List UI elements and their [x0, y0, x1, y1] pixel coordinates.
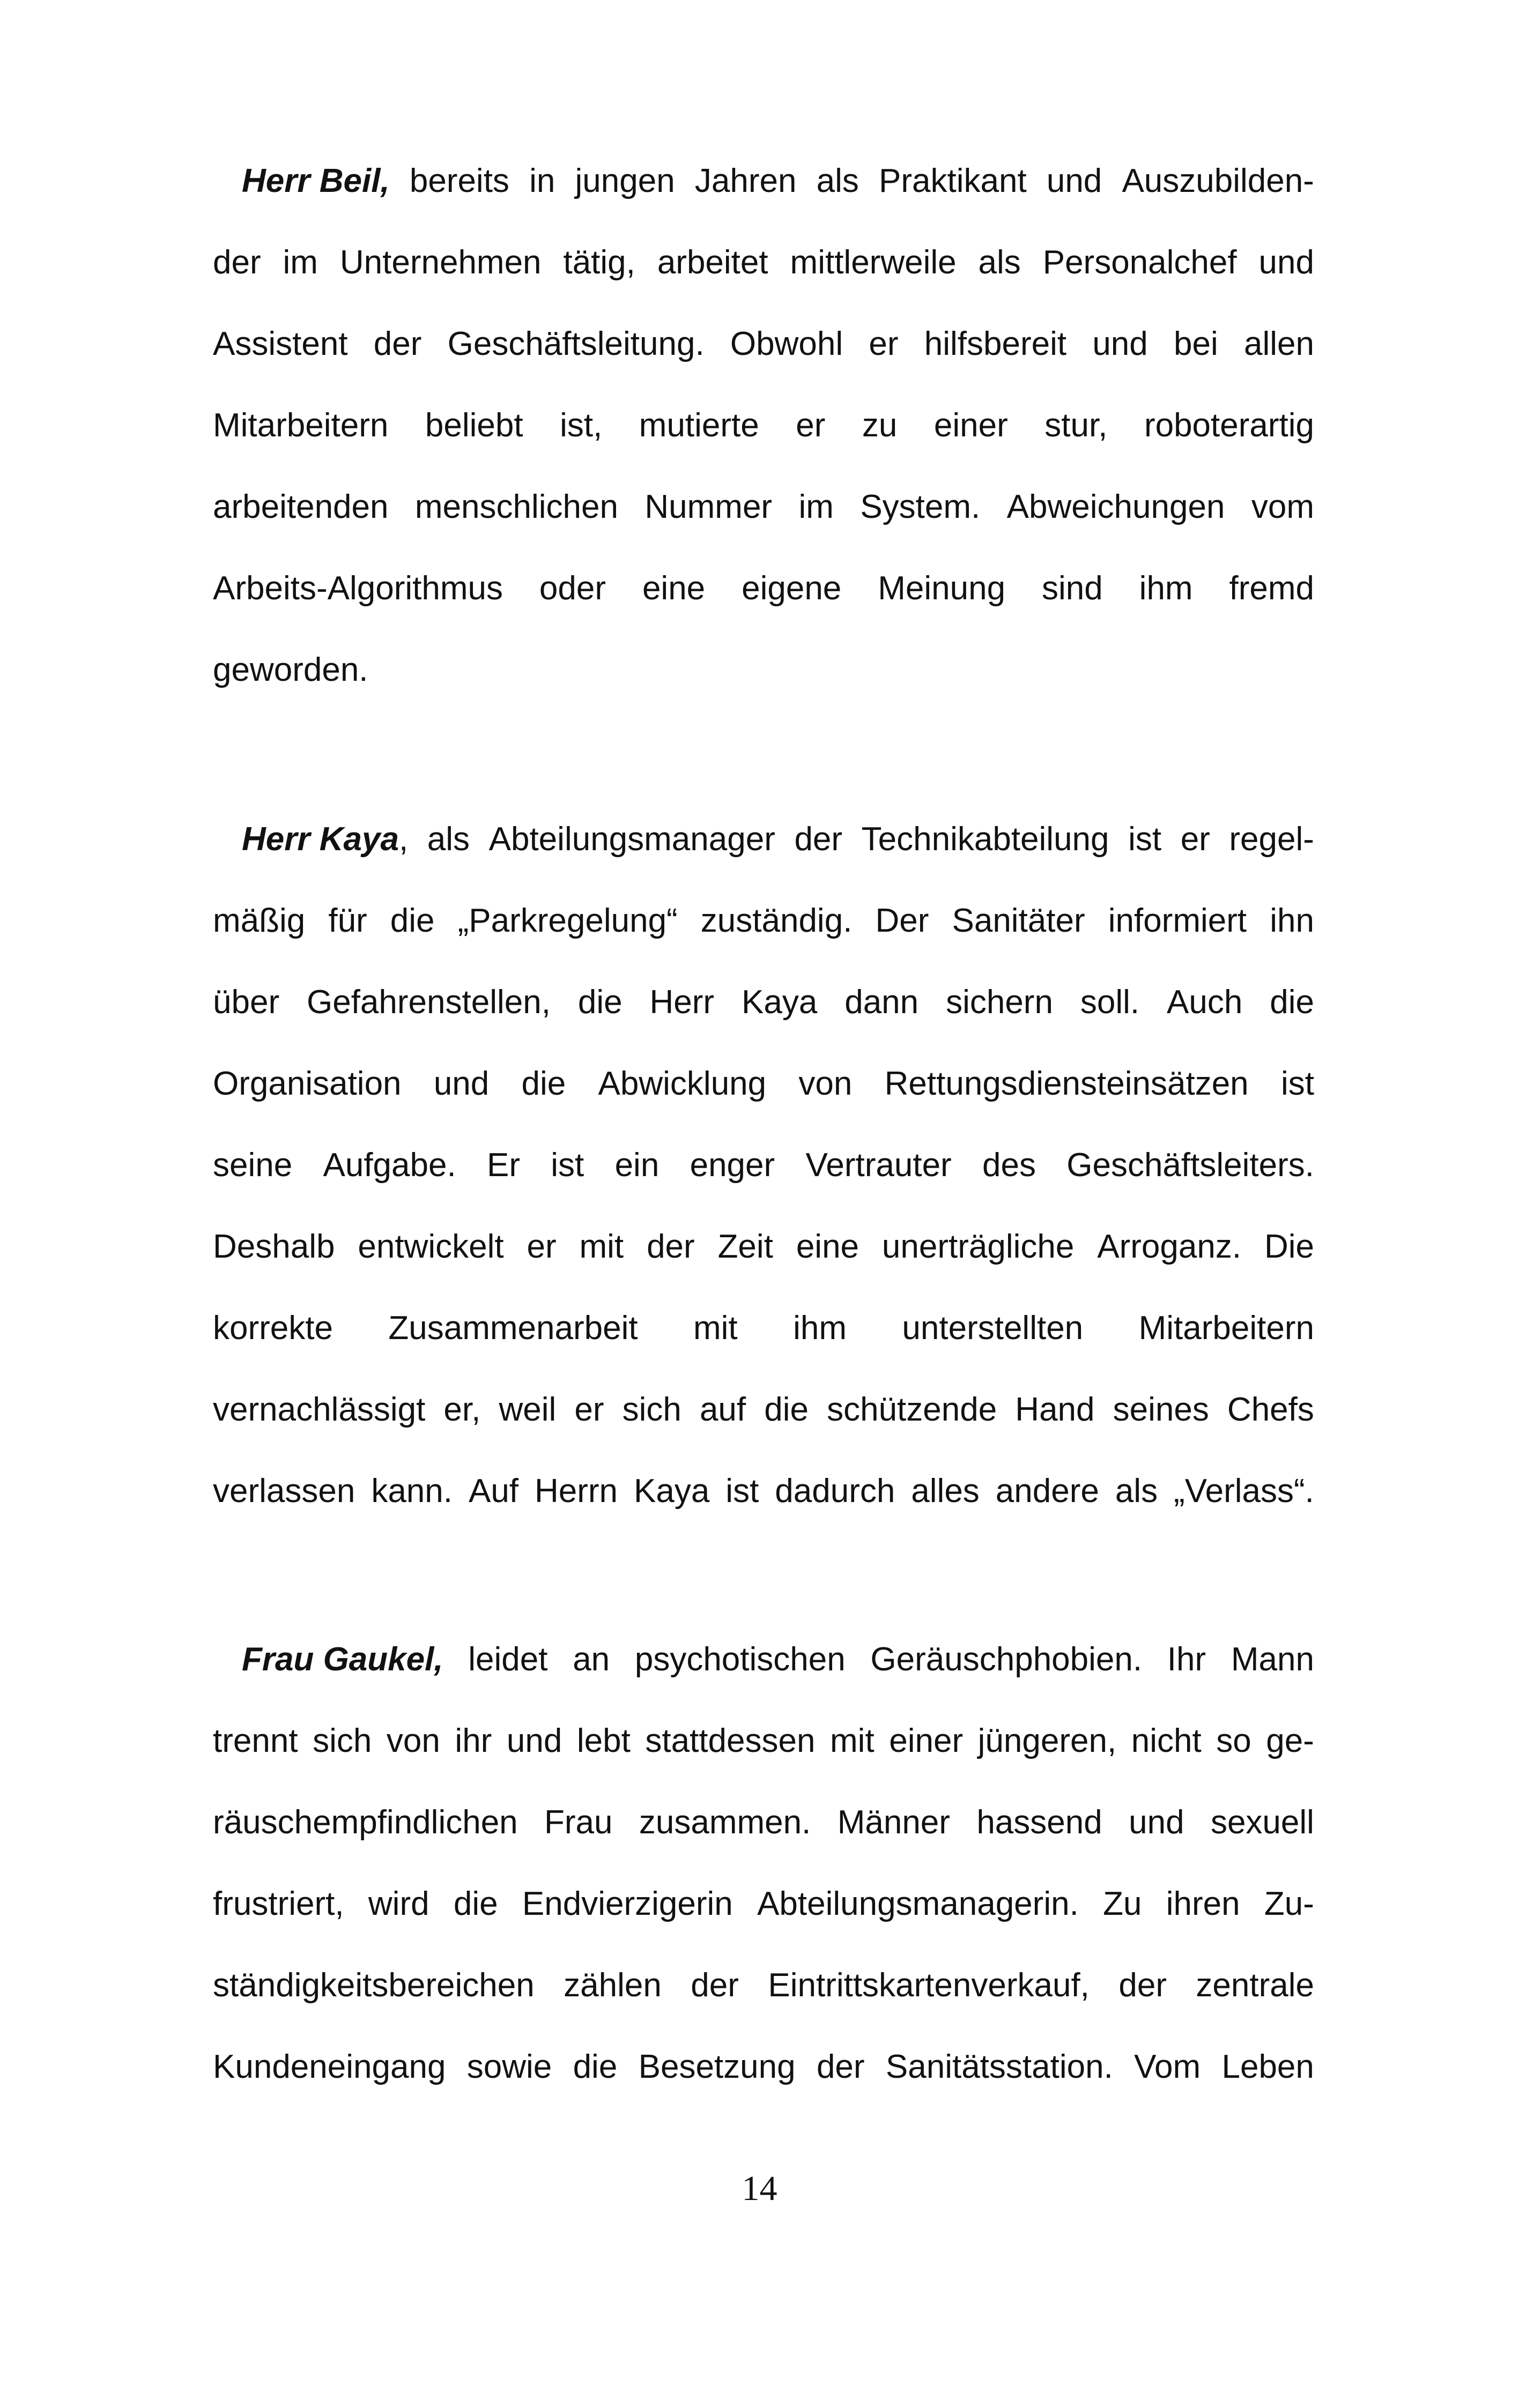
word: er [574, 1391, 604, 1428]
text-line [213, 1782, 1314, 1863]
word: sexuell [1210, 1804, 1314, 1841]
word: Herrn [535, 1473, 618, 1510]
word: Auszubilden- [1122, 162, 1314, 199]
word: verlassen [213, 1473, 355, 1510]
word: ihn [1270, 902, 1314, 939]
word: Er [487, 1147, 520, 1184]
word: zu [862, 407, 898, 444]
word: Auch [1167, 984, 1243, 1021]
word: in [529, 162, 555, 199]
word: und [1258, 244, 1314, 281]
word: einer [889, 1722, 964, 1759]
word: „Verlass“. [1174, 1473, 1314, 1510]
text-line [213, 1451, 1314, 1532]
word: zusammen. [639, 1804, 811, 1841]
word: im [798, 488, 834, 525]
text-line [213, 1043, 1314, 1125]
text-line [213, 1945, 1314, 2026]
word: sich [622, 1391, 681, 1428]
word: zuständig. [700, 902, 853, 939]
word: schützende [827, 1391, 997, 1428]
word: stur, [1044, 407, 1108, 444]
word: geworden. [213, 651, 368, 688]
word: er [869, 325, 899, 362]
word: mittlerweile [790, 244, 957, 281]
word: und [433, 1065, 490, 1102]
word: regel- [1229, 821, 1314, 858]
word: ein [614, 1147, 660, 1184]
word: weil [499, 1391, 557, 1428]
word: Arbeits-Algorithmus [213, 570, 503, 607]
word: ist, [560, 407, 603, 444]
word: eine [796, 1228, 859, 1265]
word: sichern [946, 984, 1053, 1021]
word: Kaya [741, 984, 818, 1021]
paragraph-herr-kaya [213, 799, 1314, 1532]
word: arbeitenden [213, 488, 389, 525]
word: Deshalb [213, 1228, 335, 1265]
word: Abteilungsmanagerin. [757, 1885, 1079, 1922]
text-line [213, 1863, 1314, 1945]
word: System. [860, 488, 981, 525]
word: allen [1244, 325, 1314, 362]
word: nicht [1131, 1722, 1202, 1759]
word: ist [725, 1473, 759, 1510]
word: er [527, 1228, 557, 1265]
word: Jahren [694, 162, 797, 199]
word: Die [1264, 1228, 1314, 1265]
text-line [213, 962, 1314, 1043]
word: über [213, 984, 280, 1021]
word: Kundeneingang [213, 2048, 446, 2085]
word: der [373, 325, 422, 362]
word: einer [933, 407, 1008, 444]
word: an [573, 1641, 610, 1678]
word: Technikabteilung [861, 821, 1109, 858]
word: mit [693, 1310, 738, 1347]
word: Unternehmen [339, 244, 542, 281]
word: der [794, 821, 843, 858]
word: roboterartig [1144, 407, 1314, 444]
word: Aufgabe. [323, 1147, 456, 1184]
word: sich [313, 1722, 372, 1759]
word: ständigkeitsbereichen [213, 1967, 535, 2004]
word: Zu [1103, 1885, 1142, 1922]
word: Obwohl [730, 325, 843, 362]
text-line [213, 466, 1314, 548]
word: Kaya [634, 1473, 710, 1510]
word: dadurch [775, 1473, 895, 1510]
word: stattdessen [645, 1722, 816, 1759]
word: mit [579, 1228, 624, 1265]
word: der [1118, 1967, 1167, 2004]
word: Zusammenarbeit [388, 1310, 638, 1347]
word: von [798, 1065, 853, 1102]
word: ihren [1166, 1885, 1240, 1922]
word: vom [1251, 488, 1314, 525]
word: Ihr [1167, 1641, 1206, 1678]
text-line [213, 1288, 1314, 1369]
word: Geschäftsleiters. [1066, 1147, 1314, 1184]
word: als [427, 821, 470, 858]
word: ist [551, 1147, 584, 1184]
word: seines [1113, 1391, 1209, 1428]
word: zentrale [1196, 1967, 1314, 2004]
word: sind [1041, 570, 1103, 607]
character-name: Herr Beil, [242, 162, 390, 199]
word: räuschempfindlichen [213, 1804, 518, 1841]
text-line [213, 1700, 1314, 1782]
word: ihm [793, 1310, 847, 1347]
word: eine [642, 570, 706, 607]
word: Organisation [213, 1065, 402, 1102]
word: ihm [1139, 570, 1193, 607]
word: Frau [544, 1804, 613, 1841]
word: die [390, 902, 435, 939]
word: Sanitätsstation. [885, 2048, 1113, 2085]
word: Vom [1134, 2048, 1201, 2085]
word: „Parkregelung“ [457, 902, 678, 939]
word: kann. [371, 1473, 453, 1510]
text-line [213, 222, 1314, 303]
word: Zeit [717, 1228, 773, 1265]
text-line [213, 303, 1314, 385]
character-name: Frau Gaukel, [242, 1641, 443, 1678]
word: Auf [468, 1473, 519, 1510]
word: zählen [564, 1967, 662, 2004]
word: korrekte [213, 1310, 333, 1347]
text-line [213, 1369, 1314, 1451]
character-name: Herr Kaya, [242, 821, 409, 858]
word: alles [911, 1473, 980, 1510]
word: und [506, 1722, 562, 1759]
word: leidet [468, 1641, 548, 1678]
word: psychotischen [634, 1641, 846, 1678]
word: und [1046, 162, 1102, 199]
word: bei [1174, 325, 1218, 362]
word: er [1180, 821, 1210, 858]
word: der [816, 2048, 865, 2085]
word: seine [213, 1147, 293, 1184]
word: Abteilungsmanager [488, 821, 775, 858]
word: der [213, 244, 261, 281]
word: jüngeren, [977, 1722, 1117, 1759]
word: Abweichungen [1006, 488, 1225, 525]
word: dann [844, 984, 919, 1021]
word: Mitarbeitern [213, 407, 389, 444]
word: entwickelt [358, 1228, 504, 1265]
word: eigene [742, 570, 842, 607]
text-line [213, 880, 1314, 962]
word: hilfsbereit [924, 325, 1067, 362]
word: auf [699, 1391, 746, 1428]
word: Chefs [1227, 1391, 1314, 1428]
word: wird [368, 1885, 429, 1922]
word: Nummer [644, 488, 773, 525]
word: er [796, 407, 826, 444]
word: der [691, 1967, 739, 2004]
word: ist [1128, 821, 1162, 858]
word: für [328, 902, 367, 939]
paragraph-frau-gaukel [213, 1619, 1314, 2108]
word: Hand [1015, 1391, 1095, 1428]
word: enger [690, 1147, 775, 1184]
text-line [213, 1619, 1314, 1700]
word: Zu- [1264, 1885, 1314, 1922]
word: hassend [976, 1804, 1102, 1841]
word: im [283, 244, 318, 281]
word: die [764, 1391, 809, 1428]
word: vernachlässigt [213, 1391, 426, 1428]
word: frustriert, [213, 1885, 344, 1922]
word: ge- [1266, 1722, 1314, 1759]
text-line [213, 385, 1314, 466]
word: mit [830, 1722, 875, 1759]
text-line [213, 2026, 1314, 2108]
paragraph-herr-beil [213, 140, 1314, 711]
word: des [982, 1147, 1036, 1184]
word: Der [875, 902, 929, 939]
text-line [213, 140, 1314, 222]
text-line [213, 629, 1314, 711]
word: andere [995, 1473, 1099, 1510]
word: soll. [1080, 984, 1140, 1021]
word: Meinung [878, 570, 1006, 607]
word: Besetzung [638, 2048, 796, 2085]
word: als [1115, 1473, 1158, 1510]
word: die [577, 984, 623, 1021]
word: Mann [1231, 1641, 1314, 1678]
word: die [521, 1065, 566, 1102]
word: von [386, 1722, 440, 1759]
text-line [213, 1125, 1314, 1206]
word: und [1092, 325, 1148, 362]
word: Mitarbeitern [1138, 1310, 1314, 1347]
word: lebt [576, 1722, 631, 1759]
page-number: 14 [742, 2169, 777, 2208]
text-line [213, 799, 1314, 880]
word: ist [1280, 1065, 1314, 1102]
word: so [1216, 1722, 1251, 1759]
word: Leben [1221, 2048, 1314, 2085]
word: Arroganz. [1097, 1228, 1242, 1265]
text-line [213, 548, 1314, 629]
word: sowie [466, 2048, 552, 2085]
word: Geräuschphobien. [870, 1641, 1143, 1678]
word: Vertrauter [805, 1147, 952, 1184]
word: Eintrittskartenverkauf, [768, 1967, 1090, 2004]
word: als [816, 162, 859, 199]
word: die [573, 2048, 618, 2085]
word: mutierte [639, 407, 759, 444]
word: Abwicklung [598, 1065, 767, 1102]
word: informiert [1108, 902, 1247, 939]
word: fremd [1229, 570, 1314, 607]
word: als [978, 244, 1021, 281]
word: Gefahrenstellen, [307, 984, 551, 1021]
word: Männer [837, 1804, 950, 1841]
text-line [213, 1206, 1314, 1288]
word: jungen [575, 162, 675, 199]
word: mäßig [213, 902, 306, 939]
word: Endvierzigerin [522, 1885, 733, 1922]
word: ihr [455, 1722, 492, 1759]
word: Personalchef [1042, 244, 1237, 281]
word: oder [539, 570, 606, 607]
word: die [453, 1885, 498, 1922]
word: Herr [649, 984, 715, 1021]
word: unterstellten [902, 1310, 1084, 1347]
word: Assistent [213, 325, 348, 362]
word: und [1129, 1804, 1184, 1841]
word: die [1270, 984, 1314, 1021]
word: Praktikant [879, 162, 1027, 199]
word: menschlichen [414, 488, 618, 525]
word: der [647, 1228, 695, 1265]
word: Rettungsdiensteinsätzen [884, 1065, 1249, 1102]
word: beliebt [425, 407, 523, 444]
word: bereits [409, 162, 509, 199]
word: trennt [213, 1722, 298, 1759]
word: Sanitäter [952, 902, 1085, 939]
word: tätig, [563, 244, 635, 281]
word: Geschäftsleitung. [447, 325, 705, 362]
word: unerträgliche [881, 1228, 1075, 1265]
word: er, [443, 1391, 481, 1428]
word: arbeitet [657, 244, 768, 281]
